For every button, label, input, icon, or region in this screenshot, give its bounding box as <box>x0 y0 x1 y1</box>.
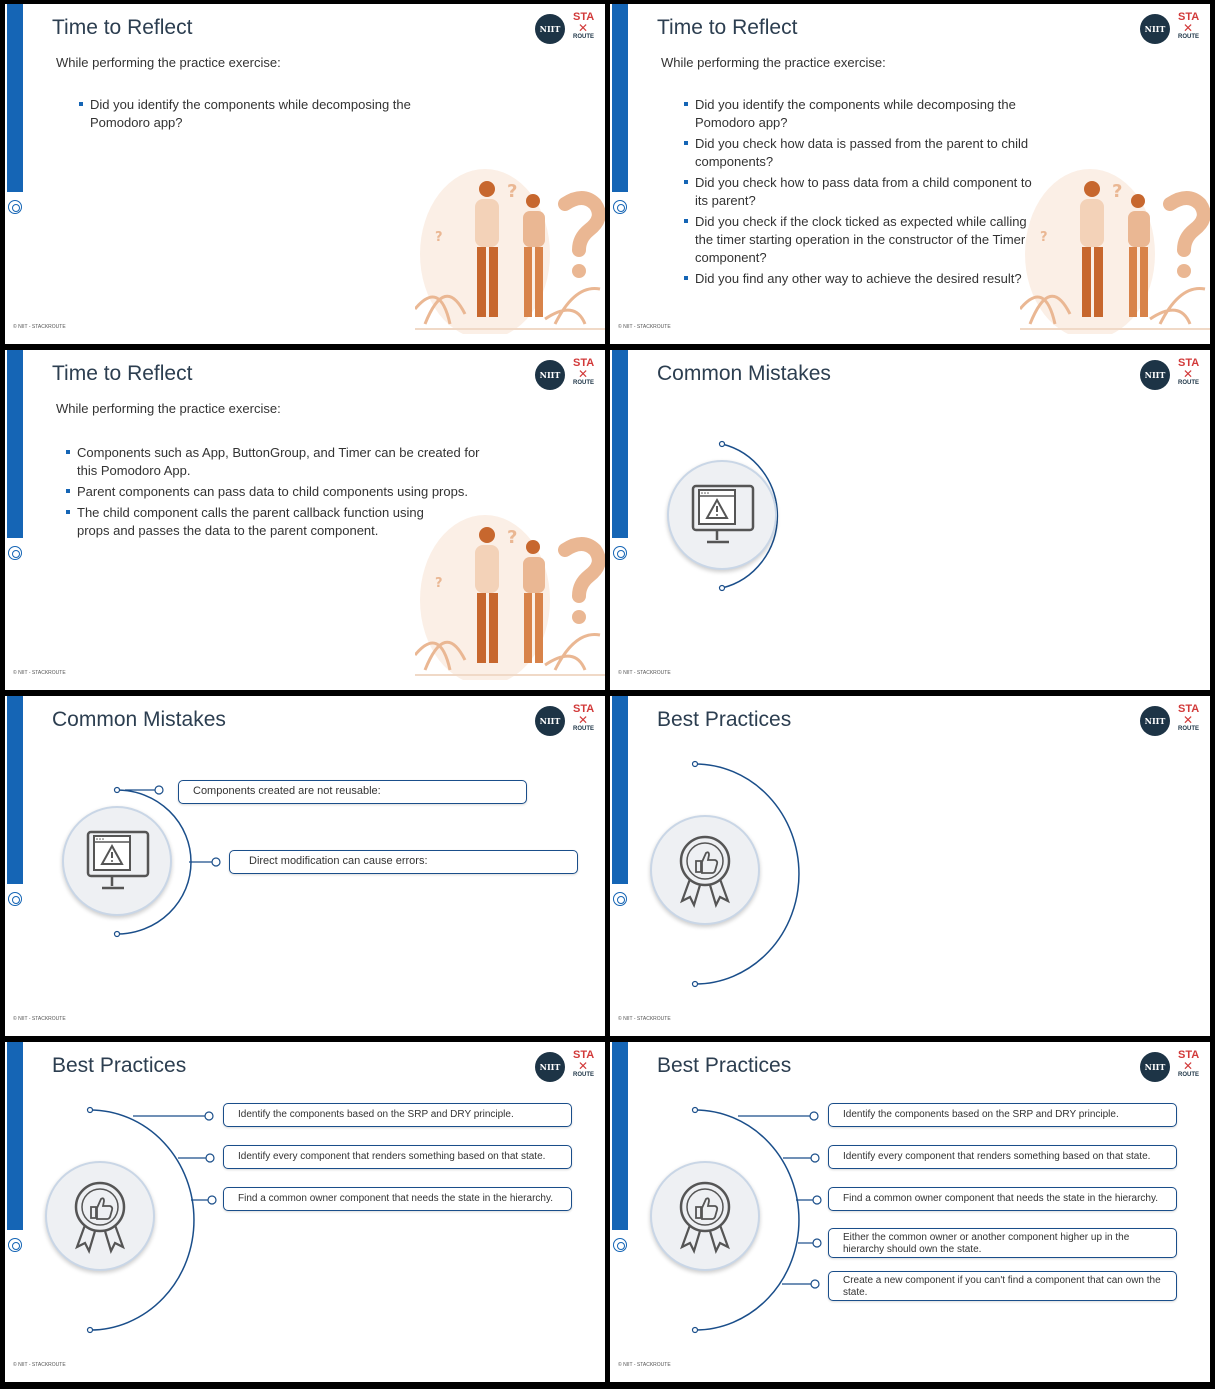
icon-badge <box>650 1161 760 1271</box>
stackroute-logo: STA ✕ ROUTE <box>1178 1049 1200 1078</box>
practice-item: Identify the components based on the SRP and DRY principle. <box>223 1103 572 1127</box>
thumbs-up-award-icon <box>652 817 758 928</box>
bullet-item: Did you check how data is passed from the parent to child components? <box>684 135 1034 171</box>
slide-title: Time to Reflect <box>657 16 798 39</box>
niit-logo: NIIT <box>1140 14 1170 44</box>
slide-8[interactable] <box>610 1042 1210 1382</box>
niit-logo: NIIT <box>535 706 565 736</box>
target-icon <box>8 200 22 214</box>
footer-copyright: © NIIT - STACKROUTE <box>13 324 66 330</box>
svg-text:?: ? <box>1112 181 1123 202</box>
practice-item: Identify every component that renders something based on that state. <box>828 1145 1177 1169</box>
stackroute-logo: STA ✕ ROUTE <box>1178 703 1200 732</box>
svg-text:?: ? <box>507 181 518 202</box>
slide-6[interactable] <box>610 696 1210 1036</box>
target-icon <box>613 200 627 214</box>
stackroute-logo: STA ✕ ROUTE <box>573 1049 595 1078</box>
bullet-item: Did you find any other way to achieve the desired result? <box>684 270 1034 288</box>
stackroute-logo: STA ✕ ROUTE <box>1178 357 1200 386</box>
warning-monitor-icon <box>669 462 775 573</box>
slide-title: Time to Reflect <box>52 362 193 385</box>
slide-4[interactable] <box>610 350 1210 690</box>
slide-5[interactable] <box>5 696 605 1036</box>
icon-badge <box>62 806 172 916</box>
accent-bar <box>7 4 23 192</box>
bullet-item: Did you identify the components while decomposing the Pomodoro app? <box>684 96 1034 132</box>
niit-logo: NIIT <box>535 360 565 390</box>
slide-title: Best Practices <box>657 1054 792 1077</box>
footer-copyright: © NIIT - STACKROUTE <box>13 1362 66 1368</box>
niit-logo: NIIT <box>535 14 565 44</box>
footer-copyright: © NIIT - STACKROUTE <box>618 1016 671 1022</box>
practice-item: Identify every component that renders something based on that state. <box>223 1145 572 1169</box>
slide-2[interactable] <box>610 4 1210 344</box>
svg-text:?: ? <box>507 527 518 548</box>
icon-badge <box>650 815 760 925</box>
slide-title: Common Mistakes <box>52 708 226 731</box>
slide-3[interactable] <box>5 350 605 690</box>
thumbs-up-award-icon <box>652 1163 758 1274</box>
icon-badge <box>667 460 777 570</box>
icon-badge <box>45 1161 155 1271</box>
practice-item: Find a common owner component that needs the state in the hierarchy. <box>223 1187 572 1211</box>
intro-text: While performing the practice exercise: <box>661 55 886 70</box>
stackroute-logo: STA ✕ ROUTE <box>1178 11 1200 40</box>
svg-text:?: ? <box>1040 230 1048 245</box>
thinking-people-illustration <box>415 159 605 339</box>
slide-title: Common Mistakes <box>657 362 831 385</box>
accent-bar <box>612 4 628 192</box>
footer-copyright: © NIIT - STACKROUTE <box>618 324 671 330</box>
footer-copyright: © NIIT - STACKROUTE <box>13 670 66 676</box>
footer-copyright: © NIIT - STACKROUTE <box>618 1362 671 1368</box>
slide-title: Best Practices <box>657 708 792 731</box>
intro-text: While performing the practice exercise: <box>56 55 281 70</box>
warning-monitor-icon <box>64 808 170 919</box>
practice-item: Find a common owner component that needs the state in the hierarchy. <box>828 1187 1177 1211</box>
slide-1[interactable] <box>5 4 605 344</box>
bullet-item: Did you check how to pass data from a child component to its parent? <box>684 174 1034 210</box>
slide-title: Best Practices <box>52 1054 187 1077</box>
svg-text:?: ? <box>435 576 443 591</box>
niit-logo: NIIT <box>1140 1052 1170 1082</box>
mistake-item: Direct modification can cause errors: <box>229 850 578 874</box>
stackroute-logo: STA ✕ ROUTE <box>573 357 595 386</box>
footer-copyright: © NIIT - STACKROUTE <box>618 670 671 676</box>
niit-logo: NIIT <box>1140 706 1170 736</box>
footer-copyright: © NIIT - STACKROUTE <box>13 1016 66 1022</box>
bullet-item: The child component calls the parent callback function using props and passes the data to the parent component. <box>66 504 426 540</box>
practice-item: Identify the components based on the SRP and DRY principle. <box>828 1103 1177 1127</box>
thumbs-up-award-icon <box>47 1163 153 1274</box>
practice-item: Create a new component if you can't find a component that can own the state. <box>828 1271 1177 1301</box>
practice-item: Either the common owner or another component higher up in the hierarchy should own the state. <box>828 1228 1177 1258</box>
mistake-item: Components created are not reusable: <box>178 780 527 804</box>
target-icon <box>8 546 22 560</box>
bullet-item: Parent components can pass data to child components using props. <box>66 483 491 501</box>
svg-text:?: ? <box>435 230 443 245</box>
bullet-item: Components such as App, ButtonGroup, and Timer can be created for this Pomodoro App. <box>66 444 491 480</box>
accent-bar <box>7 350 23 538</box>
stackroute-logo: STA ✕ ROUTE <box>573 703 595 732</box>
bullet-list <box>79 96 429 135</box>
bullet-item: Did you identify the components while decomposing the Pomodoro app? <box>79 96 429 132</box>
intro-text: While performing the practice exercise: <box>56 401 281 416</box>
niit-logo: NIIT <box>1140 360 1170 390</box>
slide-title: Time to Reflect <box>52 16 193 39</box>
thinking-people-illustration <box>1020 159 1210 339</box>
bullet-list <box>684 96 1034 291</box>
bullet-item: Did you check if the clock ticked as expected while calling the timer starting operation in the constructor of the Timer component? <box>684 213 1034 267</box>
slide-7[interactable] <box>5 1042 605 1382</box>
thinking-people-illustration <box>415 505 605 685</box>
stackroute-logo: STA ✕ ROUTE <box>573 11 595 40</box>
niit-logo: NIIT <box>535 1052 565 1082</box>
